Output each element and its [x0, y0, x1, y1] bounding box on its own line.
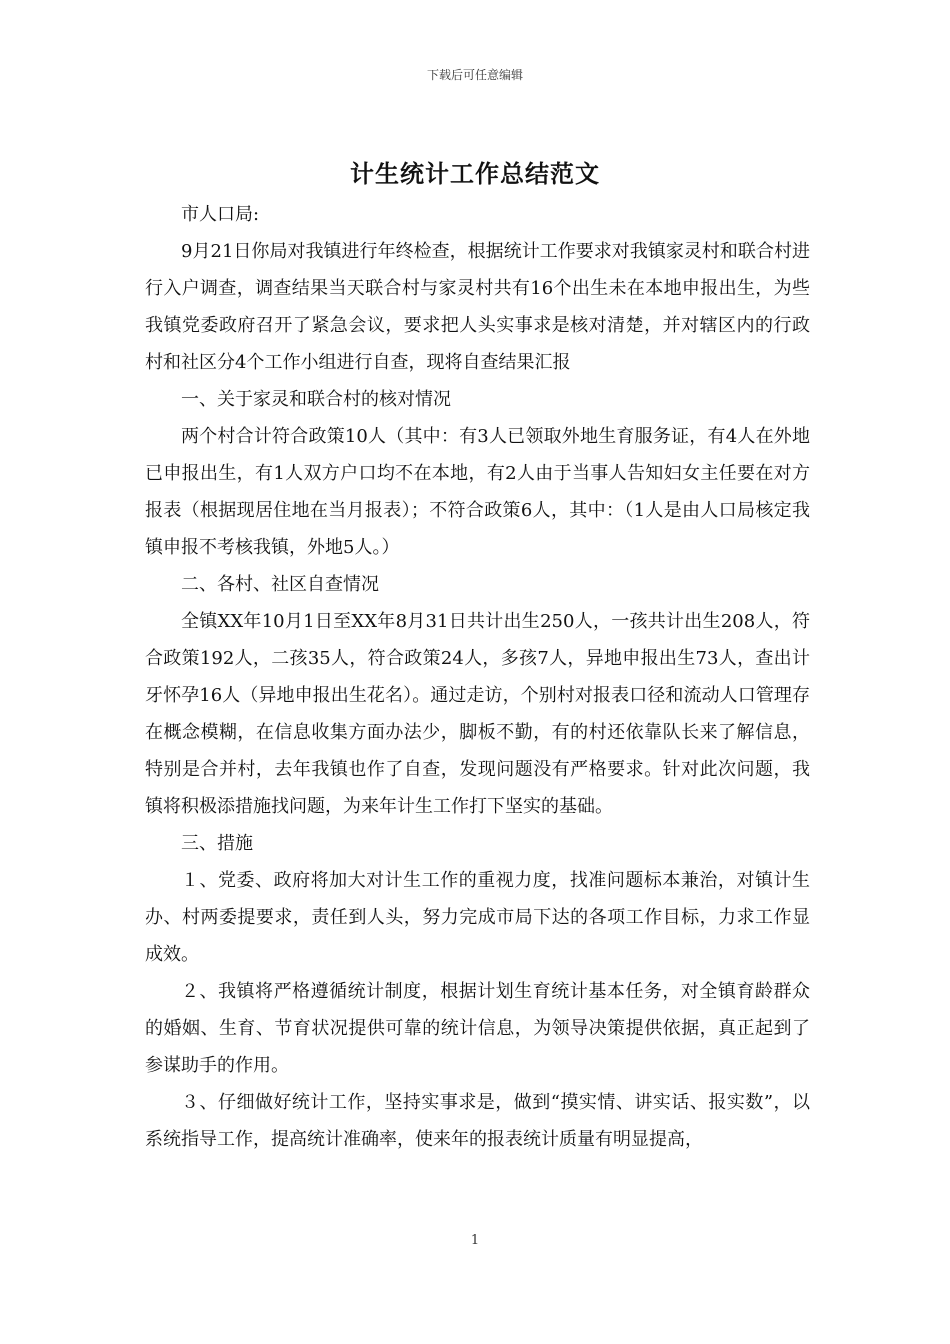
section-heading: 三、措施	[181, 833, 253, 854]
document-body	[145, 196, 810, 1158]
measure-item: ２、我镇将严格遵循统计制度，根据计划生育统计基本任务，对全镇育龄群众的婚姻、生育、节育状况提供可靠的统计信息，为领导决策提供依据，真正起到了参谋助手的作用。	[145, 981, 810, 1076]
body-paragraph: 两个村合计符合政策10人（其中：有3人已领取外地生育服务证，有4人在外地已申报出生，有1人双方户口均不在本地，有2人由于当事人告知妇女主任要在对方报表（根据现居住地在当月报表）；不符合政策6人，其中：（1人是由人口局核定我镇申报不考核我镇，外地5人。）	[145, 426, 810, 558]
section-heading: 二、各村、社区自查情况	[181, 574, 379, 595]
document-title: 计生统计工作总结范文	[350, 159, 600, 188]
measure-item: ３、仔细做好统计工作，坚持实事求是，做到“摸实情、讲实话、报实数”，以系统指导工作，提高统计准确率，使来年的报表统计质量有明显提高，	[145, 1092, 810, 1150]
salutation: 市人口局:	[181, 204, 260, 225]
measure-item: １、党委、政府将加大对计生工作的重视力度，找准问题标本兼治，对镇计生办、村两委提要求，责任到人头，努力完成市局下达的各项工作目标，力求工作显成效。	[145, 870, 810, 965]
body-paragraph: 9月21日你局对我镇进行年终检查，根据统计工作要求对我镇家灵村和联合村进行入户调查，调查结果当天联合村与家灵村共有16个出生未在本地申报出生，为些我镇党委政府召开了紧急会议，要求把人头实事求是核对清楚，并对辖区内的行政村和社区分4个工作小组进行自查，现将自查结果汇报	[145, 241, 810, 373]
section-heading: 一、关于家灵和联合村的核对情况	[181, 389, 451, 410]
body-paragraph: 全镇XX年10月1日至XX年8月31日共计出生250人，一孩共计出生208人，符合政策192人，二孩35人，符合政策24人，多孩7人，异地申报出生73人，查出计牙怀孕16人（异地申报出生花名）。通过走访，个别村对报表口径和流动人口管理存在概念模糊，在信息收集方面办法少，脚板不勤，有的村还依靠队长来了解信息，特别是合并村，去年我镇也作了自查，发现问题没有严格要求。针对此次问题，我镇将积极添措施找问题，为来年计生工作打下坚实的基础。	[145, 611, 810, 817]
page-header-note: 下载后可任意编辑	[426, 68, 523, 82]
page-number: 1	[470, 1233, 480, 1248]
